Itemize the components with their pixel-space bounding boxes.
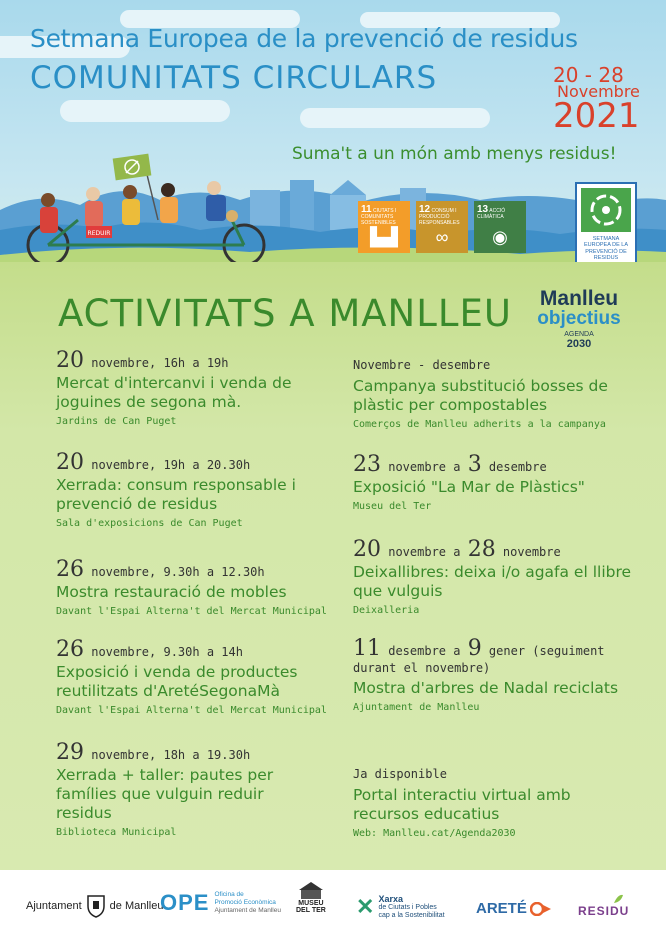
event-item (56, 637, 346, 716)
event-title: Deixallibres: deixa i/o agafa el llibre que vulguis (353, 563, 632, 600)
event-item (353, 636, 623, 713)
event-date: 20 novembre, 19h a 20.30h (56, 450, 251, 475)
bike-sign-text: REDUIR (87, 230, 111, 237)
event-item (56, 557, 346, 617)
event-title: Mercat d'intercanvi i venda de joguines de segona mà. (56, 374, 292, 411)
arrow-icon (530, 902, 552, 916)
x-icon: ✕ (356, 894, 375, 920)
event-item (56, 348, 346, 427)
museu-del-ter-logo: MUSEU DEL TER (296, 880, 326, 915)
event-date: 23 novembre a 3 desembre (353, 452, 547, 477)
shield-icon (86, 894, 106, 918)
event-location: Biblioteca Municipal (56, 827, 177, 838)
event-date: 26 novembre, 9.30h a 14h (56, 637, 243, 662)
date-month: Novembre (557, 82, 640, 101)
ewwr-logo: SETMANA EUROPEA DE LA PREVENCIÓ DE RESIDUS (575, 182, 637, 266)
section-title: ACTIVITATS A MANLLEU (58, 292, 512, 335)
leaf-icon (584, 894, 624, 904)
event-location: Deixalleria (353, 605, 420, 616)
event-title: Xerrada + taller: pautes per famílies que vulguin reduir residus (56, 766, 274, 822)
buildings-icon: ▙▟ (370, 227, 398, 248)
sdg-12-badge: 12 CONSUM I PRODUCCIÓ RESPONSABLES ∞ (416, 201, 468, 253)
arete-logo: ARETÉ (476, 900, 552, 917)
event-location: Davant l'Espai Alterna't del Mercat Municipal (56, 606, 327, 617)
event-location: Comerços de Manlleu adherits a la campanya (353, 419, 606, 430)
sdg-13-badge: 13 ACCIÓ CLIMÀTICA ◉ (474, 201, 526, 253)
event-item (353, 452, 643, 512)
event-date: 20 novembre a 28 novembre (353, 537, 561, 562)
ope-logo: OPE Oficina de Promoció Econòmica Ajuntament de Manlleu (160, 890, 281, 915)
tandem-bicycle-illustration (18, 150, 270, 270)
event-date: 11 desembre a 9 gener (seguiment (353, 636, 605, 661)
slogan: Suma't a un món amb menys residus! (292, 144, 617, 164)
recycle-hand-icon (581, 188, 631, 232)
event-location: Museu del Ter (353, 501, 432, 512)
date-year: 2021 (553, 96, 640, 136)
event-date: 20 novembre, 16h a 19h (56, 348, 229, 373)
event-item (56, 740, 306, 838)
xarxa-ciutats-logo: ✕ Xarxa de Ciutats i Pobles cap a la Sostenibilitat (356, 894, 445, 920)
event-location: Sala d'exposicions de Can Puget (56, 518, 243, 529)
event-title: Xerrada: consum responsable i prevenció de residus (56, 476, 296, 513)
event-item (353, 767, 623, 839)
event-date-note: durant el novembre) (353, 661, 491, 675)
residu-logo: RESIDU (578, 894, 629, 918)
manlleu-agenda-logo: Manlleu objectius AGENDA 2030 (537, 287, 621, 350)
event-location: Davant l'Espai Alterna't del Mercat Municipal (56, 705, 327, 716)
event-title: Mostra restauració de mobles (56, 583, 287, 601)
event-date: 29 novembre, 18h a 19.30h (56, 740, 251, 765)
event-location: Web: Manlleu.cat/Agenda2030 (353, 828, 516, 839)
eye-globe-icon: ◉ (492, 227, 508, 248)
event-title: Exposició "La Mar de Plàstics" (353, 478, 585, 496)
event-title: COMUNITATS CIRCULARS (30, 60, 438, 96)
event-date: 26 novembre, 9.30h a 12.30h (56, 557, 265, 582)
event-title: Campanya substitució bosses de plàstic per compostables (353, 377, 608, 414)
date-range: 20 - 28 (553, 63, 624, 87)
sdg-11-badge: 11 CIUTATS I COMUNITATS SOSTENIBLES ▙▟ (358, 201, 410, 253)
event-location: Ajuntament de Manlleu (353, 702, 480, 713)
event-item (56, 450, 346, 529)
event-location: Jardins de Can Puget (56, 416, 177, 427)
event-date: Novembre - desembre (353, 358, 491, 372)
event-title: Portal interactiu virtual amb recursos educatius (353, 786, 571, 823)
event-title: Exposició i venda de productes reutilitzats d'AretéSegonaMà (56, 663, 298, 700)
event-date: Ja disponible (353, 767, 447, 781)
event-title: Mostra d'arbres de Nadal reciclats (353, 679, 619, 697)
event-subtitle: Setmana Europea de la prevenció de residus (30, 24, 578, 53)
ajuntament-manlleu-logo: Ajuntament de Manlleu (26, 894, 163, 918)
event-item (353, 537, 643, 616)
building-icon (297, 880, 325, 900)
infinity-icon: ∞ (435, 227, 449, 248)
event-item (353, 358, 643, 430)
footer-logos (0, 870, 666, 941)
